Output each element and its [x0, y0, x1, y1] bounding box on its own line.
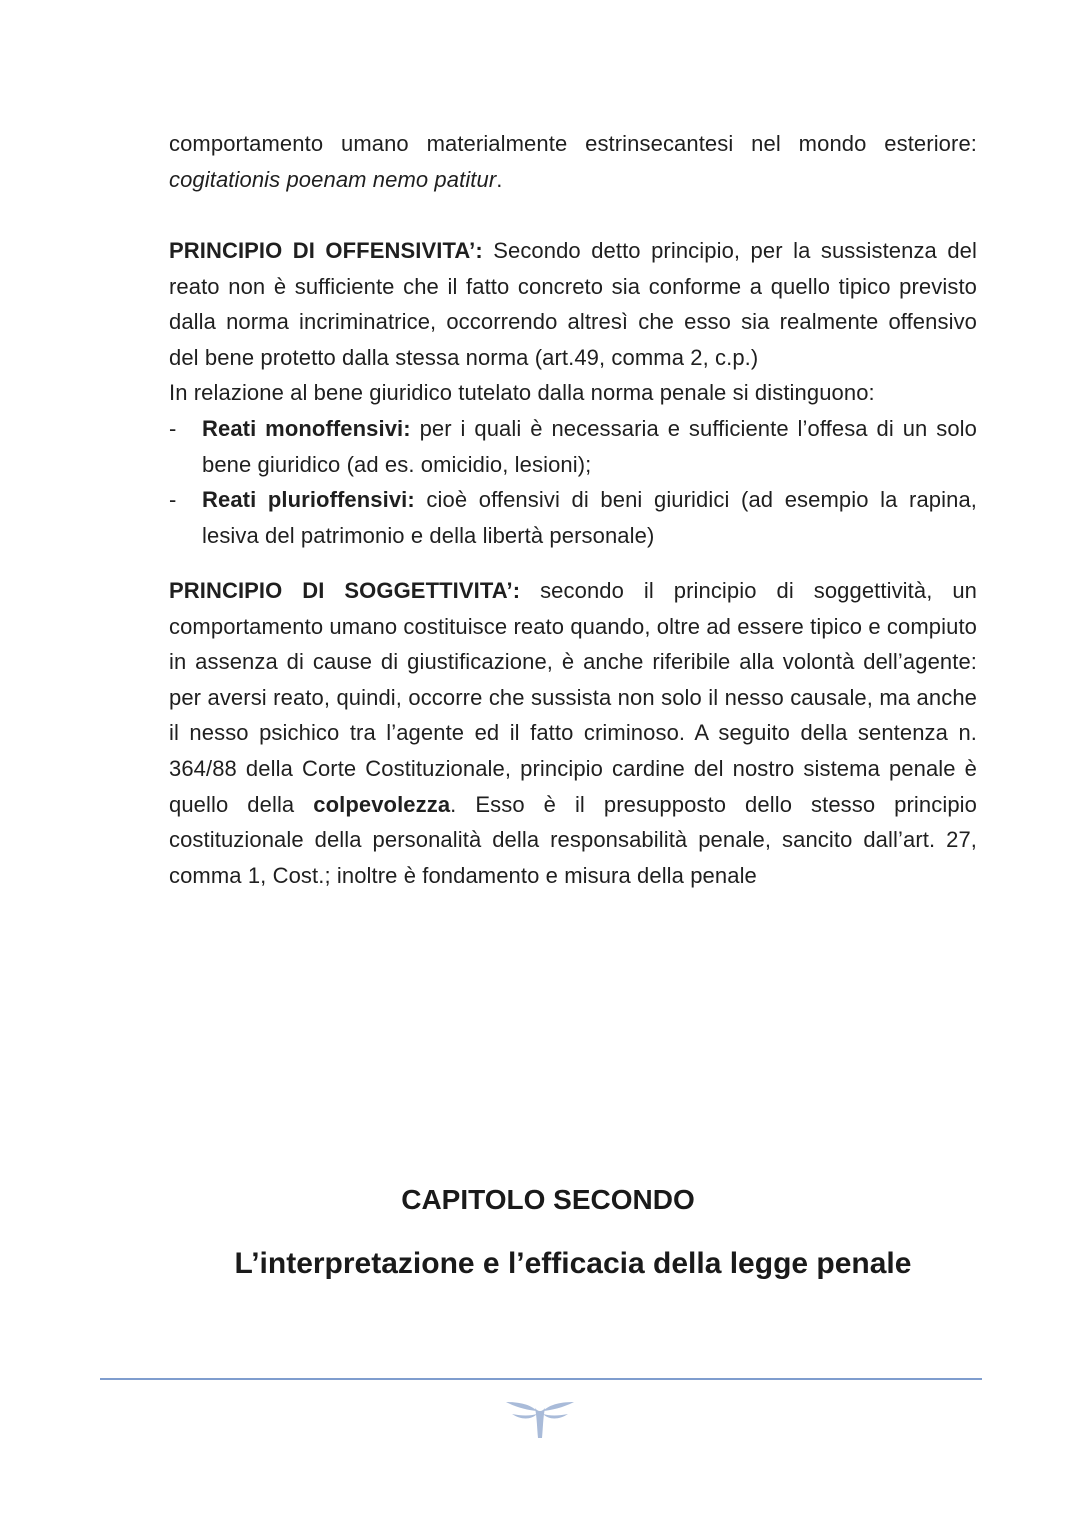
list-dash: -: [169, 415, 177, 441]
offensivita-text: Secondo detto principio, per la sussistenza del reato non è sufficiente che il fatto concreto sia conforme a quello tipico previsto dalla norma incriminatrice, occorrendo altresì che esso sia realmente offensivo del bene protetto dalla stessa norma (art.49, comma 2, c.p.): [169, 238, 977, 370]
offensivita-heading: PRINCIPIO DI OFFENSIVITA’:: [169, 238, 483, 263]
offensivita-paragraph: [169, 233, 977, 375]
offensivita-relation: In relazione al bene giuridico tutelato dalla norma penale si distinguono:: [169, 380, 875, 406]
chapter-label: CAPITOLO SECONDO: [401, 1184, 695, 1215]
soggettivita-text-end: . Esso è il presupposto dello stesso principio costituzionale della personalità della responsabilità penale, sancito dall’art. 27, comma 1, Cost.; inoltre è fondamento e misura della penale: [169, 791, 977, 888]
colpevolezza-term: colpevolezza: [313, 791, 451, 817]
list-dash: -: [169, 487, 177, 513]
stylized-plant-logo-icon: [504, 1394, 576, 1440]
list-term: Reati monoffensivi:: [202, 415, 411, 441]
offensivita-section: [169, 233, 977, 553]
offense-types-list: [169, 411, 977, 553]
list-term: Reati plurioffensivi:: [202, 487, 415, 513]
list-item: [169, 411, 977, 482]
footer-divider: [100, 1378, 982, 1380]
list-desc: cioè offensivi di beni giuridici (ad esempio la rapina, lesiva del patrimonio e della libertà personale): [202, 487, 977, 548]
intro-paragraph: [169, 126, 977, 197]
soggettivita-paragraph: [169, 573, 977, 893]
soggettivita-text: secondo il principio di soggettività, un comportamento umano costituisce reato quando, oltre ad essere tipico e compiuto in assenza di cause di giustificazione, è anche riferibile alla volontà dell’agente: per aversi reato, quindi, occorre che sussista non solo il nesso causale, ma anche il nesso psichico tra l’agente ed il fatto criminoso. A seguito della sentenza n. 364/88 della Corte Costituzionale, principio cardine del nostro sistema penale è quello della: [169, 578, 978, 817]
list-desc: per i quali è necessaria e sufficiente l’offesa di un solo bene giuridico (ad es. omicidio, lesioni);: [202, 415, 977, 477]
soggettivita-section: [169, 573, 977, 893]
intro-period: .: [496, 166, 503, 192]
chapter-title: L’interpretazione e l’efficacia della legge penale: [234, 1247, 912, 1280]
latin-maxim: cogitationis poenam nemo patitur: [169, 166, 497, 192]
intro-text: comportamento umano materialmente estrinsecantesi nel mondo esteriore:: [169, 131, 977, 156]
list-item: [169, 482, 977, 553]
soggettivita-heading: PRINCIPIO DI SOGGETTIVITA’:: [169, 578, 521, 603]
